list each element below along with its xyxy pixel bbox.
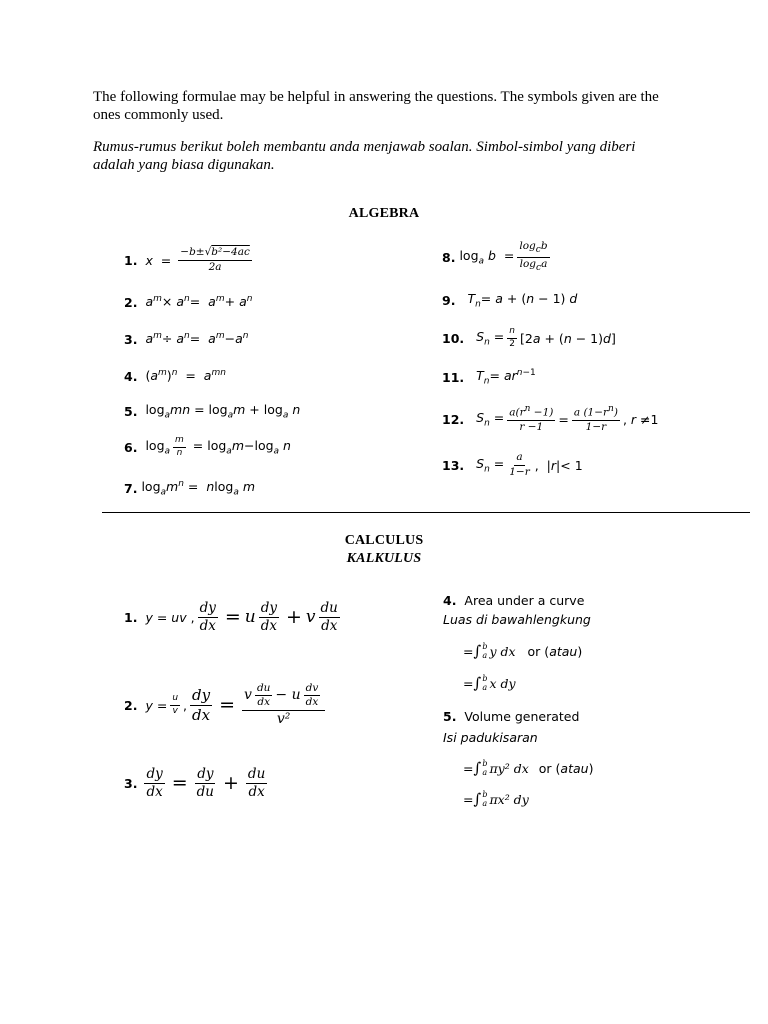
formula-index-power: 4. $(a^m)^n = a^{mn}$ bbox=[124, 368, 226, 384]
formula-ap-sum: 10. $S_n$ = $\frac{n}{2}$ [2a + (n − 1)d] bbox=[442, 325, 616, 349]
volume-title-malay: Isi padukisaran bbox=[443, 730, 538, 745]
formula-number: 3. bbox=[124, 331, 138, 347]
formula-log-power: 7. $\log_am^n = nlog_a$ m bbox=[124, 478, 256, 498]
volume-title: Volume generated bbox=[464, 709, 580, 724]
section-divider bbox=[102, 512, 750, 513]
formula-number: 4. bbox=[124, 368, 138, 384]
formula-number: 7. bbox=[124, 480, 138, 496]
formula-gp-term: 11. $T_n= ar^{n-1}$ bbox=[442, 367, 536, 387]
area-title-malay: Luas di bawahlengkung bbox=[443, 612, 591, 627]
formula-number: 2. bbox=[124, 294, 138, 310]
formula-number: 5. bbox=[124, 403, 138, 419]
volume-title-row bbox=[443, 709, 579, 724]
formula-number: 4. bbox=[443, 593, 457, 608]
formula-index-divide: 3. $a^m\div a^n= a^m-a^n$ bbox=[124, 331, 249, 347]
or-malay-label: atau bbox=[549, 643, 578, 659]
or-malay-label: atau bbox=[560, 760, 589, 776]
or-label: or bbox=[538, 760, 552, 776]
formula-number: 1. bbox=[124, 609, 138, 625]
formula-number: 12. bbox=[442, 411, 465, 427]
formula-log-product: 5. $\log_amn = \log_am + \log_a n$ bbox=[124, 401, 301, 421]
or-label: or bbox=[527, 643, 541, 659]
formula-number: 2. bbox=[124, 697, 138, 713]
formula-quadratic: 1. x = $\frac{\text{−b±√b²−4ac}}{2a}$ bbox=[124, 245, 250, 273]
formula-volume-y: = ∫ b a πy² dx or (atau) bbox=[463, 759, 594, 777]
area-title: Area under a curve bbox=[464, 593, 585, 608]
algebra-heading: ALGEBRA bbox=[348, 206, 420, 221]
intro-malay: Rumus-rumus berikut boleh membantu anda menjawab soalan. Simbol-simbol yang diberi adalah yang biasa digunakan. bbox=[93, 139, 636, 173]
formula-number: 1. bbox=[124, 252, 138, 268]
calculus-heading: CALCULUS bbox=[344, 533, 424, 548]
formula-number: 9. bbox=[442, 292, 456, 308]
formula-number: 5. bbox=[443, 709, 457, 724]
formula-log-quotient: 6. $\log_a$ $\frac{m}{n}$ = $\log_am-\log_a$ n bbox=[124, 434, 291, 458]
formula-volume-x: = ∫ b a πx² dy bbox=[463, 790, 529, 808]
formula-quotient-rule: 2. y = $\frac{u}{v}$ , $\frac{dy}{dx}$ = v $\frac{du}{dx}$ − u $\frac{dv}{dx}$ v² bbox=[124, 672, 328, 738]
formula-number: 6. bbox=[124, 439, 138, 455]
intro-english: The following formulae may be helpful in answering the questions. The symbols given are the ones commonly used. bbox=[93, 89, 659, 123]
formula-index-multiply: 2. $a^m\times a^n= a^m+ a^n$ bbox=[124, 294, 253, 310]
area-title-row bbox=[443, 593, 584, 608]
formula-number: 11. bbox=[442, 369, 465, 385]
formula-number: 8. bbox=[442, 249, 456, 265]
formula-number: 13. bbox=[442, 457, 465, 473]
formula-product-rule: 1. y = uv , $\frac{dy}{dx}$ = u $\frac{dy}{dx}$ + v $\frac{du}{dx}$ bbox=[124, 599, 338, 634]
formula-number: 10. bbox=[442, 330, 465, 346]
formula-area-x-dy: = ∫ b a x dy bbox=[463, 674, 516, 692]
formula-gp-sum-infinity: 13. $S_n$ = $\frac{a}{1-r}$ , |r|< 1 bbox=[442, 450, 583, 478]
formula-chain-rule: 3. $\frac{dy}{dx}$ = $\frac{dy}{du}$ + $\frac{du}{dx}$ bbox=[124, 765, 266, 800]
formula-area-y-dx: = ∫ b a y dx or (atau) bbox=[463, 642, 583, 660]
formula-gp-sum: 12. $S_n$ = $\frac{a(r^n -1)}{r -1}$ = $\frac{a (1-r^n)}{1-r}$ , r ≠1 bbox=[442, 403, 659, 433]
formula-change-of-base: 8. $\log_a b$ = $\frac{\log_cb}{\log_ca}$ bbox=[442, 239, 548, 273]
formula-ap-term: 9. $T_n= a + (n - 1)$ d bbox=[442, 290, 578, 310]
formula-number: 3. bbox=[124, 775, 138, 791]
calculus-subheading: KALKULUS bbox=[346, 551, 422, 566]
